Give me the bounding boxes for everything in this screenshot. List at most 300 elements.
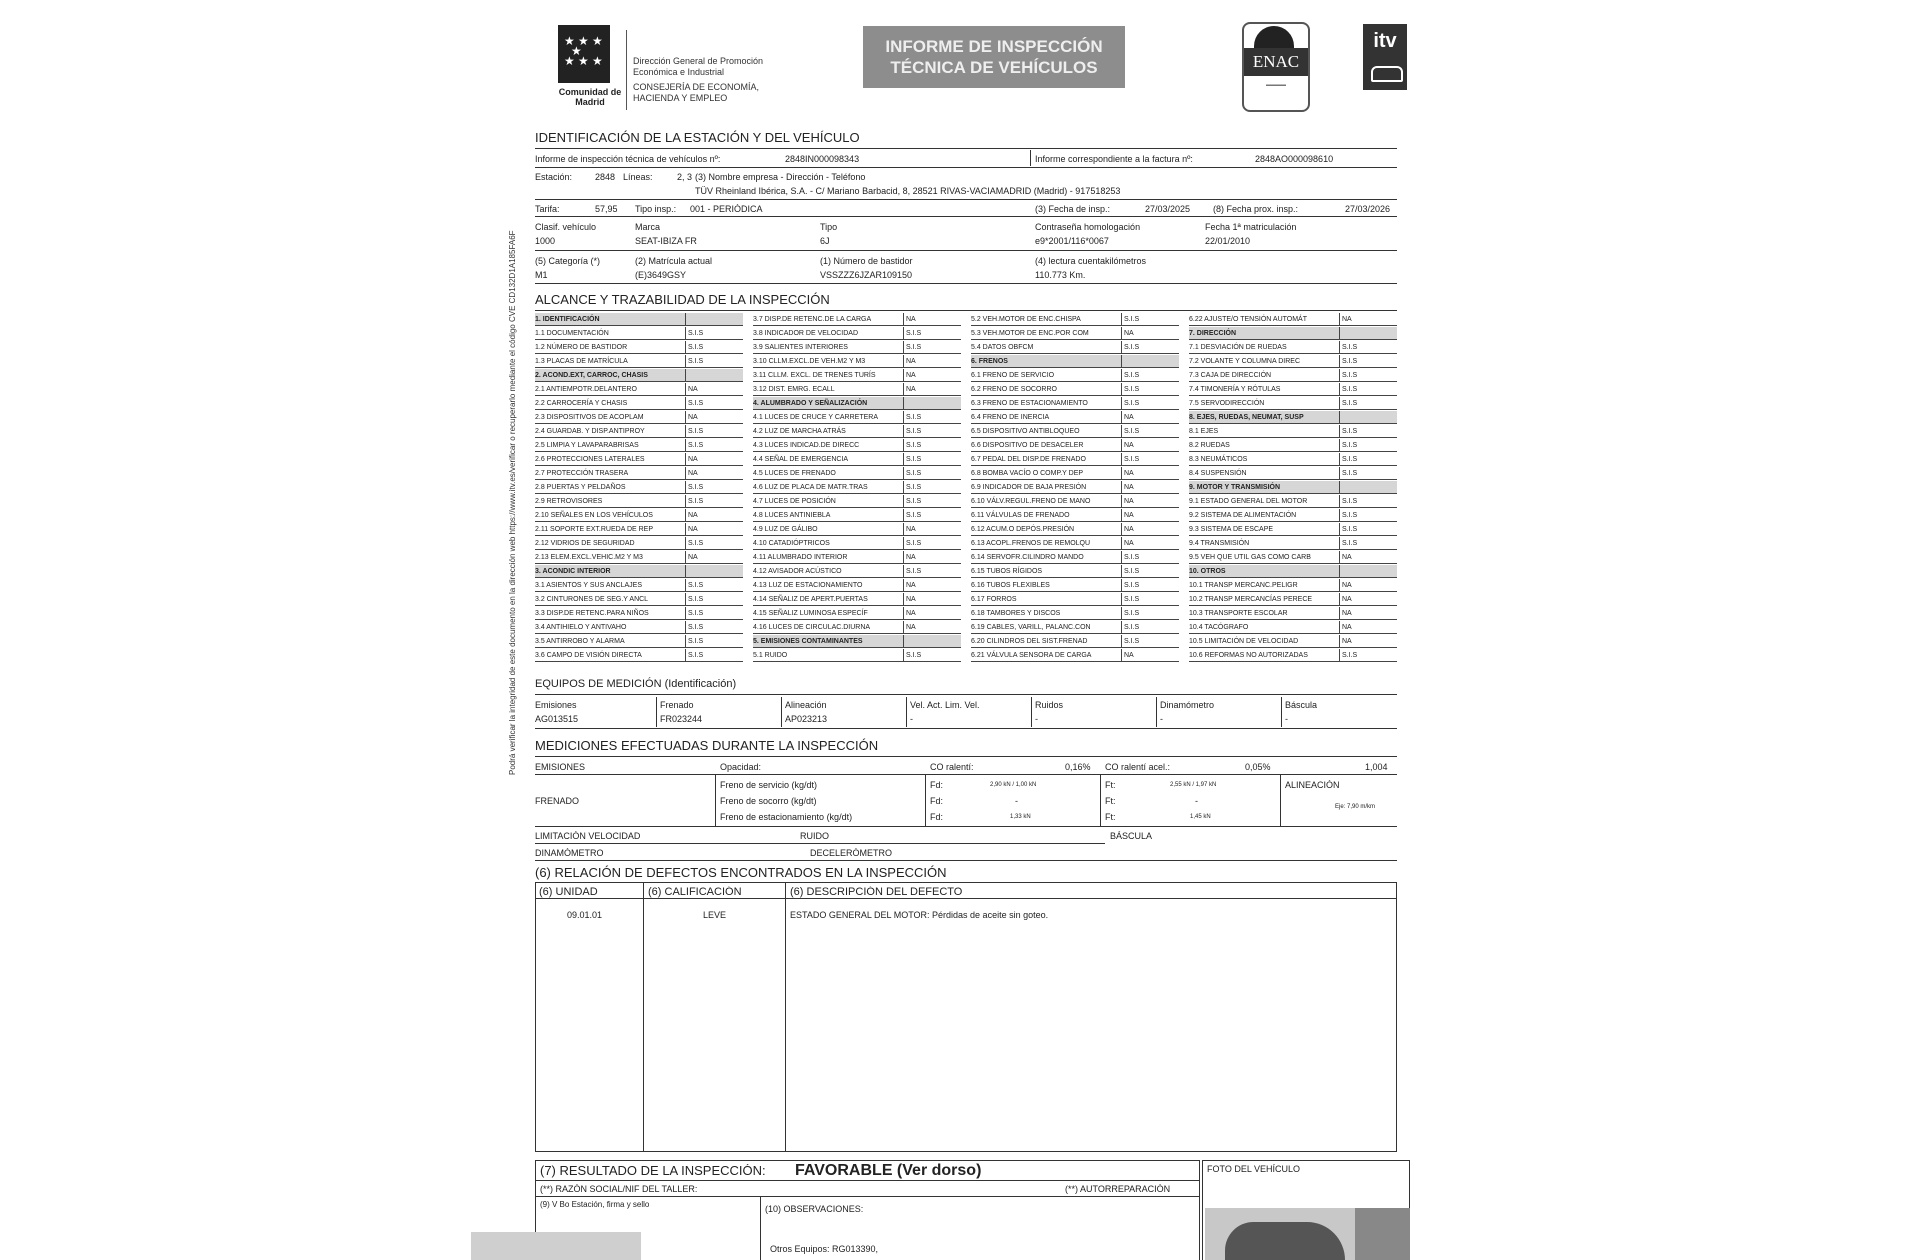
rule [535, 860, 1397, 861]
scope-item-name: 4.11 ALUMBRADO INTERIOR [753, 551, 903, 564]
scope-item-name: 3.6 CAMPO DE VISIÓN DIRECTA [535, 649, 685, 662]
scope-item-result: S.I.S [1339, 509, 1397, 522]
scope-item-name: 1.2 NÚMERO DE BASTIDOR [535, 341, 685, 354]
scope-item-name: 6.14 SERVOFR.CILINDRO MANDO [971, 551, 1121, 564]
rule [535, 167, 1397, 168]
scope-item-name: 2.11 SOPORTE EXT.RUEDA DE REP [535, 523, 685, 536]
scope-item-result: NA [1121, 495, 1179, 508]
lambda-value: 1,004 [1365, 762, 1388, 772]
scope-item-result: S.I.S [1121, 341, 1179, 354]
rule [535, 826, 1397, 827]
itv-text: itv [1373, 30, 1397, 52]
scope-item-name: 4.6 LUZ DE PLACA DE MATR.TRAS [753, 481, 903, 494]
scope-item-result: S.I.S [1121, 621, 1179, 634]
scope-item-name: 10.4 TACÓGRAFO [1189, 621, 1339, 634]
result-label: (7) RESULTADO DE LA INSPECCIÓN: [540, 1164, 766, 1178]
rule [656, 697, 657, 727]
vehicle-class-label: Clasif. vehículo [535, 222, 597, 232]
scope-item-name: 2.9 RETROVISORES [535, 495, 685, 508]
scope-item-name: 6.6 DISPOSITIVO DE DESACELER [971, 439, 1121, 452]
scope-item-name: 6.8 BOMBA VACÍO O COMP.Y DEP [971, 467, 1121, 480]
scope-item-result: S.I.S [685, 397, 743, 410]
equipment-value: - [1035, 714, 1038, 724]
scope-item-name: 3.7 DISP.DE RETENC.DE LA CARGA [753, 313, 903, 326]
scope-item-result: NA [1339, 593, 1397, 606]
rule [1031, 697, 1032, 727]
emergency-brake-ft-label: Ft: [1105, 796, 1116, 806]
scope-item-result: S.I.S [1121, 593, 1179, 606]
scope-item-result: S.I.S [1121, 453, 1179, 466]
scope-item-name: 5.3 VEH.MOTOR DE ENC.POR COM [971, 327, 1121, 340]
department-text [633, 56, 823, 104]
scope-item-name: 3.5 ANTIRROBO Y ALARMA [535, 635, 685, 648]
vehicle-photo [1205, 1208, 1410, 1260]
workshop-label: (**) RAZÓN SOCIAL/NIF DEL TALLER: [540, 1184, 698, 1194]
scope-item-name: 7.2 VOLANTE Y COLUMNA DIREC [1189, 355, 1339, 368]
scope-item-result: NA [1121, 327, 1179, 340]
scope-item-result: S.I.S [903, 327, 961, 340]
enac-sub-icon: ▬▬▬▬ [1266, 82, 1286, 88]
scope-item-name: 4.3 LUCES INDICAD.DE DIRECC [753, 439, 903, 452]
scope-item-name: 4.4 SEÑAL DE EMERGENCIA [753, 453, 903, 466]
rule [535, 283, 1397, 284]
scope-item-result: NA [1121, 537, 1179, 550]
scope-item-result: NA [903, 523, 961, 536]
rule [715, 774, 716, 826]
scope-item-name: 4.16 LUCES DE CIRCULAC.DIURNA [753, 621, 903, 634]
lines-value: 2, 3 [677, 172, 693, 182]
rule [1281, 697, 1282, 727]
scope-item-name: 3.9 SALIENTES INTERIORES [753, 341, 903, 354]
dynamometer-label: DINAMÓMETRO [535, 848, 604, 858]
equipment-section-title: EQUIPOS DE MEDICIÓN (Identificación) [535, 678, 737, 690]
rule [925, 774, 926, 826]
scope-item-name: 10.2 TRANSP MERCANCÍAS PERECE [1189, 593, 1339, 606]
inspection-date-label: (3) Fecha de insp.: [1035, 204, 1111, 214]
scope-item-result: NA [903, 593, 961, 606]
scope-item-name: 1. IDENTIFICACIÓN [535, 313, 685, 326]
fee-label: Tarifa: [535, 204, 560, 214]
next-inspection-label: (8) Fecha prox. insp.: [1213, 204, 1299, 214]
comunidad-madrid-logo: ★ ★ ★ ★ ★ ★ ★ [558, 25, 610, 83]
scope-item-result: S.I.S [903, 411, 961, 424]
scope-item-name: 8.3 NEUMÁTICOS [1189, 453, 1339, 466]
scope-item-result [1339, 481, 1397, 494]
odometer-value: 110.773 Km. [1035, 270, 1086, 280]
equipment-label: Emisiones [535, 700, 577, 710]
scope-item-name: 6.21 VÁLVULA SENSORA DE CARGA [971, 649, 1121, 662]
vehicle-photo-label: FOTO DEL VEHÍCULO [1207, 1164, 1301, 1174]
scope-item-result: S.I.S [685, 355, 743, 368]
scope-item-result [1339, 565, 1397, 578]
scope-item-result [685, 369, 743, 382]
scope-item-result [1121, 355, 1179, 368]
scope-item-result: S.I.S [685, 495, 743, 508]
alignment-label: ALINEACIÓN [1285, 780, 1340, 790]
emergency-brake-fd-label: Fd: [930, 796, 944, 806]
rule [535, 148, 1397, 149]
plate-value: (E)3649GSY [635, 270, 687, 280]
scope-item-name: 4.8 LUCES ANTINIEBLA [753, 509, 903, 522]
scope-item-result: S.I.S [685, 425, 743, 438]
scope-item-result: S.I.S [903, 509, 961, 522]
equipment-label: Frenado [660, 700, 694, 710]
defect-unit: 09.01.01 [567, 910, 603, 920]
rule [535, 310, 1397, 311]
scope-item-result: NA [903, 355, 961, 368]
measurements-section-title: MEDICIONES EFECTUADAS DURANTE LA INSPECCIÓN [535, 738, 879, 753]
scope-item-name: 8.4 SUSPENSIÓN [1189, 467, 1339, 480]
scope-item-result: NA [903, 551, 961, 564]
scope-section-title: ALCANCE Y TRAZABILIDAD DE LA INSPECCIÓN [535, 292, 830, 307]
scope-item-result: S.I.S [1339, 467, 1397, 480]
model-type-label: Tipo [820, 222, 838, 232]
defects-section-title: (6) RELACIÓN DE DEFECTOS ENCONTRADOS EN LA INSPECCIÓN [535, 865, 947, 880]
parking-brake-ft-label: Ft: [1105, 812, 1116, 822]
scope-item-name: 6.4 FRENO DE INERCIA [971, 411, 1121, 424]
scope-item-name: 6.5 DISPOSITIVO ANTIBLOQUEO [971, 425, 1121, 438]
station-label: Estación: [535, 172, 573, 182]
lines-label: Líneas: [623, 172, 653, 182]
scope-item-name: 5.1 RUIDO [753, 649, 903, 662]
scope-item-result: S.I.S [1121, 425, 1179, 438]
scope-item-result: S.I.S [1339, 453, 1397, 466]
braking-label: FRENADO [535, 796, 580, 806]
scope-item-name: 2.8 PUERTAS Y PELDAÑOS [535, 481, 685, 494]
scope-item-result: S.I.S [1339, 495, 1397, 508]
unit-header: (6) UNIDAD [539, 886, 598, 898]
scope-item-name: 2.3 DISPOSITIVOS DE ACOPLAM [535, 411, 685, 424]
scope-item-name: 4.1 LUCES DE CRUCE Y CARRETERA [753, 411, 903, 424]
scope-item-name: 6. FRENOS [971, 355, 1121, 368]
scope-item-result: S.I.S [685, 593, 743, 606]
car-icon [1371, 66, 1403, 82]
banner-line: INFORME DE INSPECCIÓN [885, 37, 1103, 56]
scope-item-result: NA [685, 453, 743, 466]
rule [535, 728, 1397, 729]
service-brake-ft-value: 2,55 kN / 1,97 kN [1170, 782, 1217, 788]
scope-item-name: 7.1 DESVIACIÓN DE RUEDAS [1189, 341, 1339, 354]
rule [535, 756, 1397, 757]
scope-item-name: 4. ALUMBRADO Y SEÑALIZACIÓN [753, 397, 903, 410]
scope-item-name: 7. DIRECCIÓN [1189, 327, 1339, 340]
header-divider [626, 30, 627, 110]
equipment-value: AG013515 [535, 714, 579, 724]
grade-header: (6) CALIFICACIÓN [648, 886, 742, 898]
vin-value: VSSZZZ6JZAR109150 [820, 270, 913, 280]
scope-item-name: 4.15 SEÑALIZ LUMINOSA ESPECÍF [753, 607, 903, 620]
company-value: TÜV Rheinland Ibérica, S.A. - C/ Mariano Barbacid, 8, 28521 RIVAS-VACIAMADRID (Madrid) - 917518253 [695, 186, 1121, 196]
scope-item-result: S.I.S [1339, 383, 1397, 396]
scope-item-name: 6.11 VÁLVULAS DE FRENADO [971, 509, 1121, 522]
scope-item-result: NA [903, 369, 961, 382]
scope-item-result: S.I.S [685, 579, 743, 592]
equipment-value: AP023213 [785, 714, 828, 724]
defect-description: ESTADO GENERAL DEL MOTOR: Pérdidas de aceite sin goteo. [790, 910, 1049, 920]
plate-label: (2) Matrícula actual [635, 256, 713, 266]
scope-item-name: 3. ACONDIC INTERIOR [535, 565, 685, 578]
parking-brake-label: Freno de estacionamiento (kg/dt) [720, 812, 853, 822]
rule [535, 694, 1397, 695]
equipment-value: - [1160, 714, 1163, 724]
rule [781, 697, 782, 727]
scope-item-name: 6.20 CILINDROS DEL SIST.FRENAD [971, 635, 1121, 648]
verification-side-note [503, 230, 517, 780]
scope-item-name: 10.1 TRANSP MERCANC.PELIGR [1189, 579, 1339, 592]
homologation-value: e9*2001/116*0067 [1035, 236, 1109, 246]
equipment-label: Alineación [785, 700, 827, 710]
parking-brake-ft-value: 1,45 kN [1190, 814, 1211, 820]
equipment-value: FR023244 [660, 714, 703, 724]
scope-item-name: 9.4 TRANSMISIÓN [1189, 537, 1339, 550]
scope-item-result: S.I.S [903, 537, 961, 550]
service-brake-ft-label: Ft: [1105, 780, 1116, 790]
co-accel-label: CO ralentí acel.: [1105, 762, 1171, 772]
scope-item-result: NA [1121, 411, 1179, 424]
scope-item-result: S.I.S [1339, 523, 1397, 536]
fee-value: 57,95 [595, 204, 618, 214]
scope-item-result [685, 313, 743, 326]
scope-item-result: S.I.S [1121, 369, 1179, 382]
scope-item-result: NA [1121, 509, 1179, 522]
inspection-date-value: 27/03/2025 [1145, 204, 1191, 214]
emergency-brake-ft-value: - [1195, 796, 1198, 806]
scope-item-name: 6.3 FRENO DE ESTACIONAMIENTO [971, 397, 1121, 410]
scope-item-name: 3.4 ANTIHIELO Y ANTIVAHO [535, 621, 685, 634]
brand-value: SEAT-IBIZA FR [635, 236, 697, 246]
scope-item-name: 6.1 FRENO DE SERVICIO [971, 369, 1121, 382]
building-photo-icon [1355, 1208, 1410, 1260]
equipment-label: Ruidos [1035, 700, 1064, 710]
next-inspection-value: 27/03/2026 [1345, 204, 1391, 214]
equipment-label: Vel. Act. Lim. Vel. [910, 700, 980, 710]
scope-item-result: S.I.S [685, 439, 743, 452]
equipment-value: - [910, 714, 913, 724]
scope-item-result: NA [1121, 467, 1179, 480]
scope-item-name: 2.2 CARROCERÍA Y CHASIS [535, 397, 685, 410]
scope-item-name: 2.5 LIMPIA Y LAVAPARABRISAS [535, 439, 685, 452]
emergency-brake-fd-value: - [1015, 796, 1018, 806]
first-registration-value: 22/01/2010 [1205, 236, 1251, 246]
defect-grade: LEVE [703, 910, 727, 920]
scope-item-result: S.I.S [685, 649, 743, 662]
scope-item-result: NA [1339, 579, 1397, 592]
scope-item-name: 9. MOTOR Y TRANSMISIÓN [1189, 481, 1339, 494]
scope-item-name: 2.10 SEÑALES EN LOS VEHÍCULOS [535, 509, 685, 522]
model-type-value: 6J [820, 236, 830, 246]
scope-item-result: S.I.S [903, 565, 961, 578]
side-note-text: Podrá verificar la integridad de este documento en la dirección web https://www.itv.es/verificar o recuperarlo mediante el código CVE CD132D1A185FA6F [508, 230, 517, 775]
scope-item-name: 3.10 CLLM.EXCL.DE VEH.M2 Y M3 [753, 355, 903, 368]
scope-item-name: 3.12 DIST. EMRG. ECALL [753, 383, 903, 396]
scope-item-result: NA [685, 467, 743, 480]
scope-item-result: S.I.S [903, 481, 961, 494]
scope-item-result: S.I.S [1121, 313, 1179, 326]
co-idle-value: 0,16% [1065, 762, 1091, 772]
scope-item-result: S.I.S [1121, 551, 1179, 564]
scope-item-result: NA [1339, 313, 1397, 326]
scope-item-name: 3.8 INDICADOR DE VELOCIDAD [753, 327, 903, 340]
scope-item-result: NA [1339, 551, 1397, 564]
scope-item-result: S.I.S [903, 341, 961, 354]
banner-line: TÉCNICA DE VEHÍCULOS [890, 58, 1098, 77]
scope-item-name: 2.7 PROTECCIÓN TRASERA [535, 467, 685, 480]
scope-item-name: 6.16 TUBOS FLEXIBLES [971, 579, 1121, 592]
station-stamp-icon [471, 1232, 641, 1260]
scope-item-name: 6.2 FRENO DE SOCORRO [971, 383, 1121, 396]
scope-item-name: 4.10 CATADIÓPTRICOS [753, 537, 903, 550]
scope-item-name: 3.1 ASIENTOS Y SUS ANCLAJES [535, 579, 685, 592]
rule [1030, 150, 1031, 166]
first-registration-label: Fecha 1ª matriculación [1205, 222, 1297, 232]
result-value: FAVORABLE (Ver dorso) [795, 1162, 982, 1179]
category-value: M1 [535, 270, 548, 280]
scope-item-result: S.I.S [903, 495, 961, 508]
enac-text: ENAC [1244, 48, 1308, 76]
enac-logo [1242, 22, 1310, 112]
scope-item-result: NA [685, 509, 743, 522]
service-brake-fd-label: Fd: [930, 780, 944, 790]
scope-item-result [685, 565, 743, 578]
scope-item-result: S.I.S [903, 453, 961, 466]
scope-item-name: 7.3 CAJA DE DIRECCIÓN [1189, 369, 1339, 382]
scope-item-result: S.I.S [1339, 355, 1397, 368]
invoice-value: 2848AO000098610 [1255, 154, 1334, 164]
scope-item-name: 7.4 TIMONERÍA Y RÓTULAS [1189, 383, 1339, 396]
scope-item-result: S.I.S [685, 607, 743, 620]
signature-label: (9) V Bo Estación, firma y sello [540, 1200, 650, 1209]
scope-item-name: 2.6 PROTECCIONES LATERALES [535, 453, 685, 466]
dept-line: Económica e Industrial [633, 67, 725, 77]
scope-item-result: S.I.S [1121, 607, 1179, 620]
scope-item-result: NA [1121, 523, 1179, 536]
scope-item-name: 5. EMISIONES CONTAMINANTES [753, 635, 903, 648]
scope-item-name: 6.9 INDICADOR DE BAJA PRESIÓN [971, 481, 1121, 494]
rule [760, 1196, 761, 1260]
co-idle-label: CO ralentí: [930, 762, 974, 772]
station-value: 2848 [595, 172, 616, 182]
rule [1280, 774, 1281, 826]
inspection-type-label: Tipo insp.: [635, 204, 677, 214]
company-label: (3) Nombre empresa - Dirección - Teléfono [695, 172, 866, 182]
scope-item-name: 9.1 ESTADO GENERAL DEL MOTOR [1189, 495, 1339, 508]
scope-item-name: 4.7 LUCES DE POSICIÓN [753, 495, 903, 508]
scope-item-result: NA [685, 383, 743, 396]
scope-item-name: 6.13 ACOPL.FRENOS DE REMOLQU [971, 537, 1121, 550]
rule [535, 898, 1397, 899]
scope-item-result: S.I.S [903, 425, 961, 438]
scope-item-result: S.I.S [1339, 425, 1397, 438]
scope-item-name: 10. OTROS [1189, 565, 1339, 578]
scope-item-name: 4.12 AVISADOR ACÚSTICO [753, 565, 903, 578]
scope-item-name: 5.4 DATOS OBFCM [971, 341, 1121, 354]
identification-section-title: IDENTIFICACIÓN DE LA ESTACIÓN Y DEL VEHÍCULO [535, 130, 860, 145]
scope-item-result: S.I.S [1339, 369, 1397, 382]
scope-item-result: S.I.S [685, 537, 743, 550]
alignment-value: Eje: 7,90 m/km [1335, 804, 1376, 810]
scope-item-name: 4.2 LUZ DE MARCHA ATRÁS [753, 425, 903, 438]
scope-item-result: S.I.S [903, 439, 961, 452]
scope-item-name: 2.1 ANTIEMPOTR.DELANTERO [535, 383, 685, 396]
rule [535, 1196, 1200, 1197]
rule [643, 882, 644, 1152]
scope-item-name: 6.10 VÁLV.REGUL.FRENO DE MANO [971, 495, 1121, 508]
rule [535, 199, 1397, 200]
scope-item-result [1339, 411, 1397, 424]
scope-item-name: 6.19 CABLES, VARILL, PALANC.CON [971, 621, 1121, 634]
scope-item-name: 6.7 PEDAL DEL DISP.DE FRENADO [971, 453, 1121, 466]
scope-item-name: 6.15 TUBOS RÍGIDOS [971, 565, 1121, 578]
parking-brake-fd-value: 1,33 kN [1010, 814, 1031, 820]
scope-item-result: NA [1339, 621, 1397, 634]
scope-item-result: S.I.S [1121, 565, 1179, 578]
rule [535, 843, 1105, 844]
crown-icon [1254, 26, 1294, 48]
scope-item-name: 3.11 CLLM. EXCL. DE TRENES TURÍS [753, 369, 903, 382]
scope-item-result: S.I.S [903, 649, 961, 662]
scope-item-name: 8.2 RUEDAS [1189, 439, 1339, 452]
scope-item-name: 10.3 TRANSPORTE ESCOLAR [1189, 607, 1339, 620]
category-label: (5) Categoría (*) [535, 256, 601, 266]
scope-item-name: 9.2 SISTEMA DE ALIMENTACIÓN [1189, 509, 1339, 522]
scope-item-result: NA [1121, 439, 1179, 452]
scope-item-name: 4.13 LUZ DE ESTACIONAMIENTO [753, 579, 903, 592]
defects-table [535, 882, 1397, 1152]
dept-line: Dirección General de Promoción [633, 56, 764, 66]
vin-label: (1) Número de bastidor [820, 256, 913, 266]
scope-item-result: S.I.S [1121, 635, 1179, 648]
scope-item-name: 4.5 LUCES DE FRENADO [753, 467, 903, 480]
scope-item-result: S.I.S [1339, 537, 1397, 550]
inspection-type-value: 001 - PERIÓDICA [690, 204, 763, 214]
scope-item-result [903, 635, 961, 648]
scope-item-result: S.I.S [685, 341, 743, 354]
observations-label: (10) OBSERVACIONES: [765, 1204, 864, 1214]
description-header: (6) DESCRIPCIÓN DEL DEFECTO [790, 886, 963, 898]
equipment-label: Dinamómetro [1160, 700, 1215, 710]
rule [535, 774, 1397, 775]
noise-label: RUIDO [800, 831, 829, 841]
scope-item-name: 5.2 VEH.MOTOR DE ENC.CHISPA [971, 313, 1121, 326]
scope-item-name: 1.3 PLACAS DE MATRÍCULA [535, 355, 685, 368]
scope-item-name: 6.12 ACUM.O DEPÓS.PRESIÓN [971, 523, 1121, 536]
opacity-label: Opacidad: [720, 762, 762, 772]
scope-item-result: S.I.S [1339, 397, 1397, 410]
scope-item-name: 7.5 SERVODIRECCIÓN [1189, 397, 1339, 410]
scope-item-result: S.I.S [685, 635, 743, 648]
rule [1156, 697, 1157, 727]
scope-item-result: NA [903, 383, 961, 396]
co-accel-value: 0,05% [1245, 762, 1271, 772]
rule [535, 250, 1397, 251]
scope-item-result: S.I.S [685, 327, 743, 340]
scope-item-result: NA [685, 551, 743, 564]
other-equipment: Otros Equipos: RG013390, [770, 1244, 879, 1254]
scope-item-result: S.I.S [1121, 579, 1179, 592]
scope-item-result: NA [1121, 481, 1179, 494]
scope-item-name: 9.3 SISTEMA DE ESCAPE [1189, 523, 1339, 536]
inspection-report-page [445, 0, 1415, 1260]
scope-item-name: 3.3 DISP.DE RETENC.PARA NIÑOS [535, 607, 685, 620]
scope-item-result: S.I.S [685, 621, 743, 634]
scope-item-result: NA [685, 523, 743, 536]
scope-item-name: 4.9 LUZ DE GÁLIBO [753, 523, 903, 536]
scope-item-result: NA [685, 411, 743, 424]
scope-item-name: 2.13 ELEM.EXCL.VEHIC.M2 Y M3 [535, 551, 685, 564]
scope-item-result: S.I.S [685, 481, 743, 494]
emergency-brake-label: Freno de socorro (kg/dt) [720, 796, 817, 806]
scale-label: BÁSCULA [1110, 831, 1153, 841]
